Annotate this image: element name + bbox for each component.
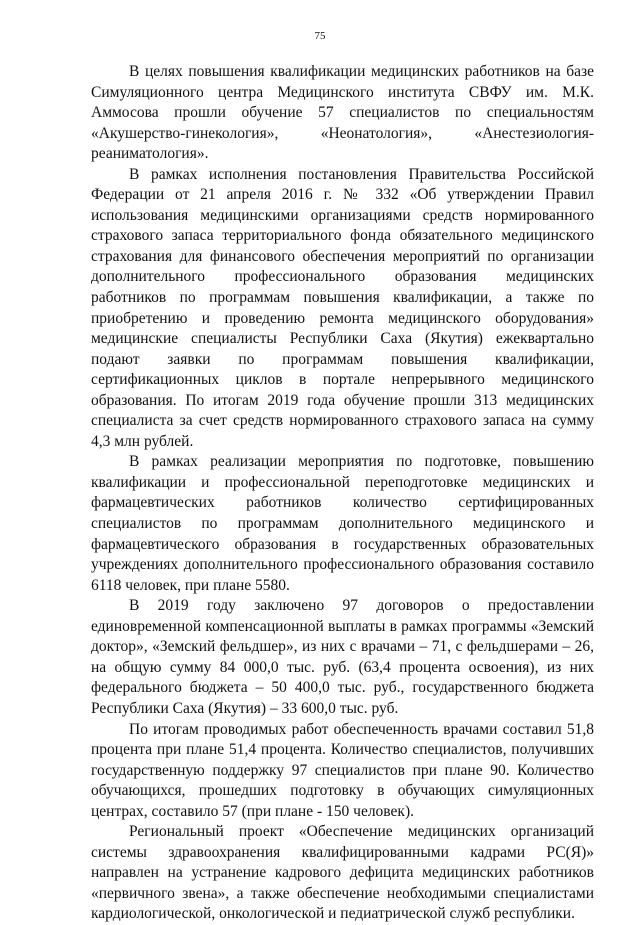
- paragraph-certification: В рамках реализации мероприятия по подготовке, повышению квалификации и профессиональной переподготовке медицинских и фармацевтических работников количество сертифицированных специалистов по программам дополнительного медицинского и фармацевтического образования в государственных образовательных учреждениях дополнительного профессионального образования составило 6118 человек, при плане 5580.: [91, 453, 594, 594]
- page-number: 75: [314, 30, 326, 42]
- body-text: [91, 62, 594, 925]
- paragraph-government-decree: В рамках исполнения постановления Правительства Российской Федерации от 21 апреля 2016 г. № 332 «Об утверждении Правил использования медицинскими организациями средств нормированного страхового запаса территориального фонда обязательного медицинского страхования для финансового обеспечения мероприятий по организации дополнительного профессионального образования медицинских работников по программам повышения квалификации, а также по приобретению и проведению ремонта медицинского оборудования» медицинские специалисты Республики Саха (Якутия) ежеквартально подают заявки по программам повышения квалификации, сертификационных циклов в портале непрерывного медицинского образования. По итогам 2019 года обучение прошли 313 медицинских специалиста за счет средств нормированного страхового запаса на сумму 4,3 млн рублей.: [91, 165, 594, 450]
- paragraph-staffing-results: По итогам проводимых работ обеспеченность врачами составил 51,8 процента при плане 51,4 процента. Количество специалистов, получивших государственную поддержку 97 специалистов при плане 90. Количество обучающихся, прошедших подготовку в обучающих симуляционных центрах, составило 57 (при плане - 150 человек).: [91, 720, 594, 820]
- paragraph-regional-project: Региональный проект «Обеспечение медицинских организаций системы здравоохранения квалифицированными кадрами РС(Я)» направлен на устранение кадрового дефицита медицинских работников «первичного звена», а также обеспечение необходимыми специалистами кардиологической, онкологической и педиатрической служб республики.: [91, 823, 594, 923]
- paragraph-simulation-training: В целях повышения квалификации медицинских работников на базе Симуляционного центра Медицинского института СВФУ им. М.К. Аммосова прошли обучение 57 специалистов по специальностям «Акушерство-гинекология», «Неонатология», «Анестезиология-реаниматология».: [91, 63, 594, 163]
- paragraph-zemsky-program: В 2019 году заключено 97 договоров о предоставлении единовременной компенсационной выплаты в рамках программы «Земский доктор», «Земский фельдшер», из них с врачами – 71, с фельдшерами – 26, на общую сумму 84 000,0 тыс. руб. (63,4 процента освоения), из них федерального бюджета – 50 400,0 тыс. руб., государственного бюджета Республики Саха (Якутия) – 33 600,0 тыс. руб.: [91, 597, 594, 717]
